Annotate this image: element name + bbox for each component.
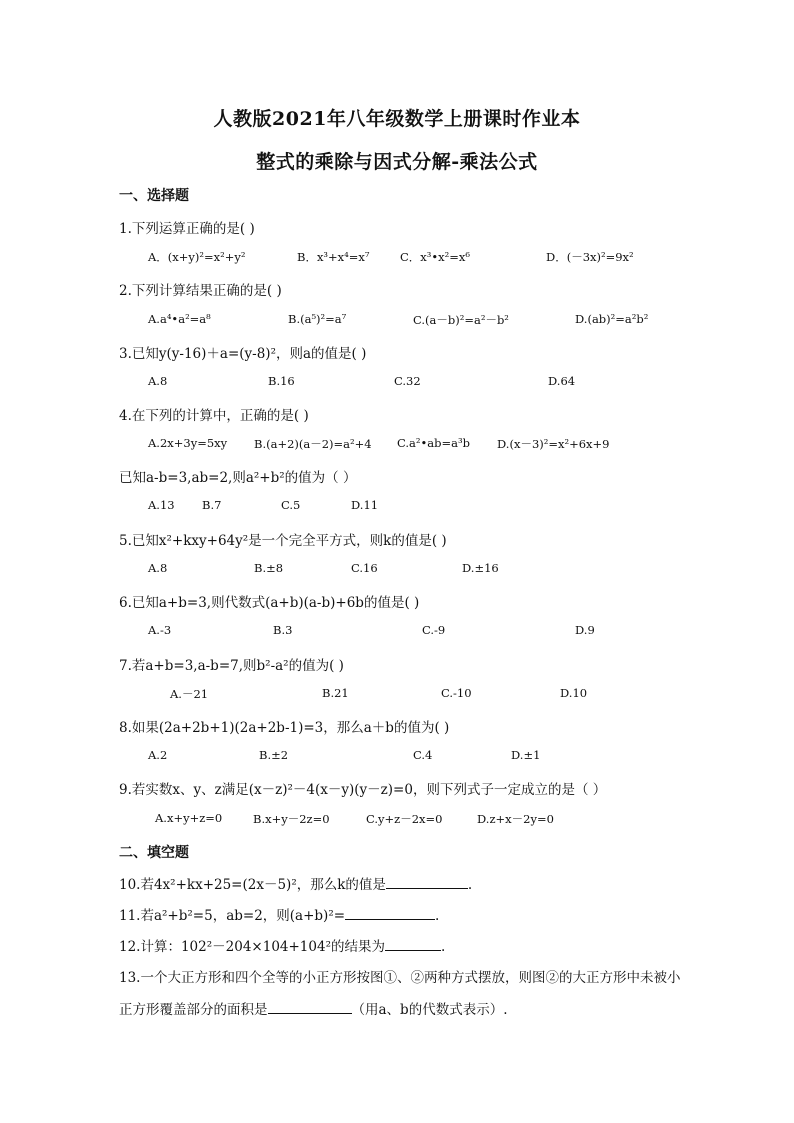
answer-blank[interactable] bbox=[268, 999, 352, 1014]
fill-question-end: . bbox=[441, 939, 446, 955]
answer-blank[interactable] bbox=[385, 936, 441, 951]
option-d: D.±1 bbox=[511, 748, 541, 762]
option-d: D.11 bbox=[351, 498, 379, 512]
option-c: C.-10 bbox=[441, 686, 472, 700]
option-c: C.32 bbox=[394, 374, 421, 388]
fill-question-end: . bbox=[467, 877, 473, 893]
option-d: D.z+x－2y=0 bbox=[477, 812, 554, 826]
option-c: C.y+z－2x=0 bbox=[366, 812, 443, 826]
option-b: B.±2 bbox=[259, 748, 289, 762]
question-stem: 2.下列计算结果正确的是( ) bbox=[119, 283, 282, 299]
question-stem: 8.如果(2a+2b+1)(2a+2b-1)=3，那么a＋b的值为( ) bbox=[119, 720, 450, 736]
option-a: A．(x+y)²=x²+y² bbox=[148, 250, 246, 264]
option-c: C.16 bbox=[351, 561, 378, 575]
question-stem: 4.在下列的计算中，正确的是( ) bbox=[119, 408, 309, 424]
option-d: D.64 bbox=[548, 374, 576, 388]
option-b: B.(a⁵)²=a⁷ bbox=[288, 312, 347, 326]
option-a: A.－21 bbox=[170, 687, 209, 701]
question-stem: 9.若实数x、y、z满足(x－z)²－4(x－y)(y－z)=0，则下列式子一定成立的是（ ） bbox=[119, 782, 607, 798]
section-heading-choice: 一、选择题 bbox=[119, 188, 189, 204]
fill-question-text: 正方形覆盖部分的面积是 bbox=[119, 1002, 268, 1018]
question-stem: 3.已知y(y-16)＋a=(y-8)²，则a的值是( ) bbox=[119, 346, 367, 362]
option-c: C.4 bbox=[413, 748, 433, 762]
option-b: B.(a+2)(a－2)=a²+4 bbox=[254, 437, 372, 451]
fill-question-11 bbox=[119, 904, 439, 924]
option-b: B.±8 bbox=[254, 561, 284, 575]
fill-question-text: 10.若4x²+kx+25=(2x－5)²，那么k的值是 bbox=[119, 877, 386, 893]
fill-question-13-line2 bbox=[119, 998, 507, 1018]
question-stem: 7.若a+b=3,a-b=7,则b²-a²的值为( ) bbox=[119, 658, 344, 674]
option-c: C.a²•ab=a³b bbox=[397, 436, 470, 450]
option-b: B.3 bbox=[273, 623, 293, 637]
option-c: C.-9 bbox=[422, 623, 446, 637]
option-d: D.(x－3)²=x²+6x+9 bbox=[497, 437, 610, 451]
option-d: D.±16 bbox=[462, 561, 499, 575]
option-a: A.8 bbox=[148, 561, 168, 575]
fill-question-13-line1: 13.一个大正方形和四个全等的小正方形按图①、②两种方式摆放，则图②的大正方形中未被小 bbox=[119, 970, 681, 986]
question-stem: 6.已知a+b=3,则代数式(a+b)(a-b)+6b的值是( ) bbox=[119, 595, 420, 611]
option-d: D.(ab)²=a²b² bbox=[575, 312, 649, 326]
answer-blank[interactable] bbox=[345, 905, 435, 920]
option-b: B.7 bbox=[202, 498, 222, 512]
option-a: A.2 bbox=[148, 748, 168, 762]
option-a: A.2x+3y=5xy bbox=[148, 436, 228, 450]
question-stem: 1.下列运算正确的是( ) bbox=[119, 221, 255, 237]
option-b: B.21 bbox=[322, 686, 349, 700]
section-heading-fill: 二、填空题 bbox=[119, 845, 189, 861]
document-subtitle: 整式的乘除与因式分解-乘法公式 bbox=[256, 151, 538, 173]
option-d: D.10 bbox=[560, 686, 588, 700]
option-d: D．(－3x)²=9x² bbox=[546, 250, 634, 264]
fill-question-text: 12.计算：102²－204×104+104²的结果为 bbox=[119, 939, 385, 955]
option-c: C.5 bbox=[281, 498, 301, 512]
option-a: A.a⁴•a²=a⁸ bbox=[148, 312, 211, 326]
option-d: D.9 bbox=[575, 623, 595, 637]
fill-question-text: 11.若a²+b²=5，ab=2，则(a+b)²= bbox=[119, 908, 346, 924]
option-a: A.8 bbox=[148, 374, 168, 388]
fill-question-12 bbox=[119, 935, 445, 955]
fill-question-10 bbox=[119, 873, 472, 893]
answer-blank[interactable] bbox=[386, 874, 468, 889]
fill-question-end: （用a、b的代数式表示）. bbox=[351, 1002, 508, 1018]
option-a: A.-3 bbox=[148, 623, 172, 637]
document-title: 人教版2021年八年级数学上册课时作业本 bbox=[213, 108, 581, 130]
fill-question-end: . bbox=[435, 908, 440, 924]
option-c: C．x³•x²=x⁶ bbox=[400, 250, 471, 264]
option-c: C.(a－b)²=a²－b² bbox=[413, 313, 509, 327]
option-b: B.x+y－2z=0 bbox=[253, 812, 330, 826]
option-b: B．x³+x⁴=x⁷ bbox=[297, 250, 370, 264]
question-stem: 5.已知x²+kxy+64y²是一个完全平方式，则k的值是( ) bbox=[119, 533, 447, 549]
option-a: A.13 bbox=[148, 498, 175, 512]
option-a: A.x+y+z=0 bbox=[155, 811, 223, 825]
question-stem: 已知a-b=3,ab=2,则a²+b²的值为（ ） bbox=[119, 470, 357, 486]
option-b: B.16 bbox=[268, 374, 295, 388]
